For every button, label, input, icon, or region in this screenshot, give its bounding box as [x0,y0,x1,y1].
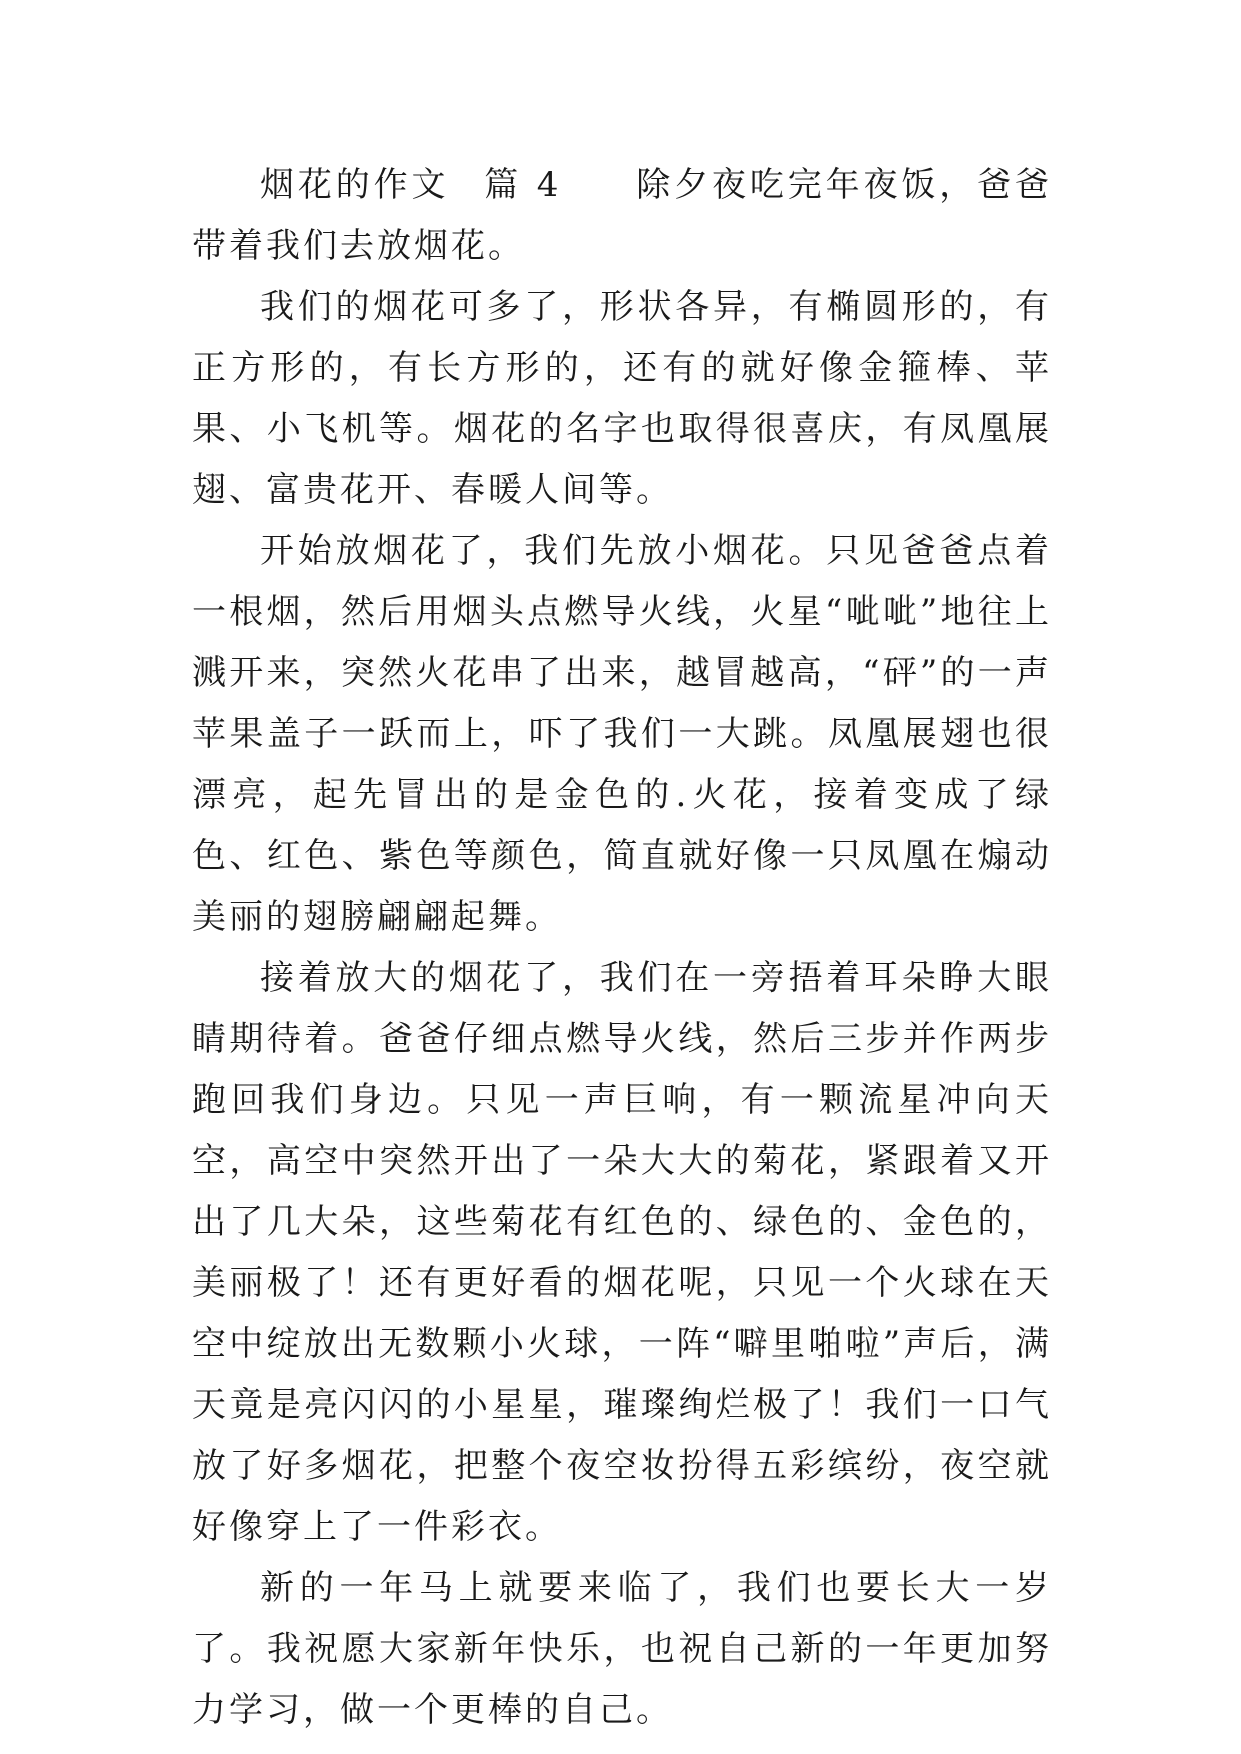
paragraph-1-text: 除夕夜吃完年夜饭，爸爸带着我们去放烟花。 [192,165,1053,266]
essay-body [192,155,1052,1741]
paragraph-3: 开始放烟花了，我们先放小烟花。只见爸爸点着一根烟，然后用烟头点燃导火线，火星“呲呲”地往上溅开来，突然火花串了出来，越冒越高，“砰”的一声苹果盖子一跃而上，吓了我们一大跳。凤凰展翅也很漂亮，起先冒出的是金色的.火花，接着变成了绿色、红色、紫色等颜色，简直就好像一只凤凰在煽动美丽的翅膀翩翩起舞。 [192,531,1052,937]
essay-title: 烟花的作文 [260,165,450,205]
paragraph-2: 我们的烟花可多了，形状各异，有椭圆形的，有正方形的，有长方形的，还有的就好像金箍棒、苹果、小飞机等。烟花的名字也取得很喜庆，有凤凰展翅、富贵花开、春暖人间等。 [192,287,1052,510]
paragraph-1 [192,155,1052,277]
paragraph-4: 接着放大的烟花了，我们在一旁捂着耳朵睁大眼睛期待着。爸爸仔细点燃导火线，然后三步并作两步跑回我们身边。只见一声巨响，有一颗流星冲向天空，高空中突然开出了一朵大大的菊花，紧跟着又开出了几大朵，这些菊花有红色的、绿色的、金色的，美丽极了！还有更好看的烟花呢，只见一个火球在天空中绽放出无数颗小火球，一阵“噼里啪啦”声后，满天竟是亮闪闪的小星星，璀璨绚烂极了！我们一口气放了好多烟花，把整个夜空妆扮得五彩缤纷，夜空就好像穿上了一件彩衣。 [192,958,1052,1547]
paragraph-5: 新的一年马上就要来临了，我们也要长大一岁了。我祝愿大家新年快乐，也祝自己新的一年更加努力学习，做一个更棒的自己。 [192,1568,1052,1730]
section-label: 篇 4 [483,165,562,205]
